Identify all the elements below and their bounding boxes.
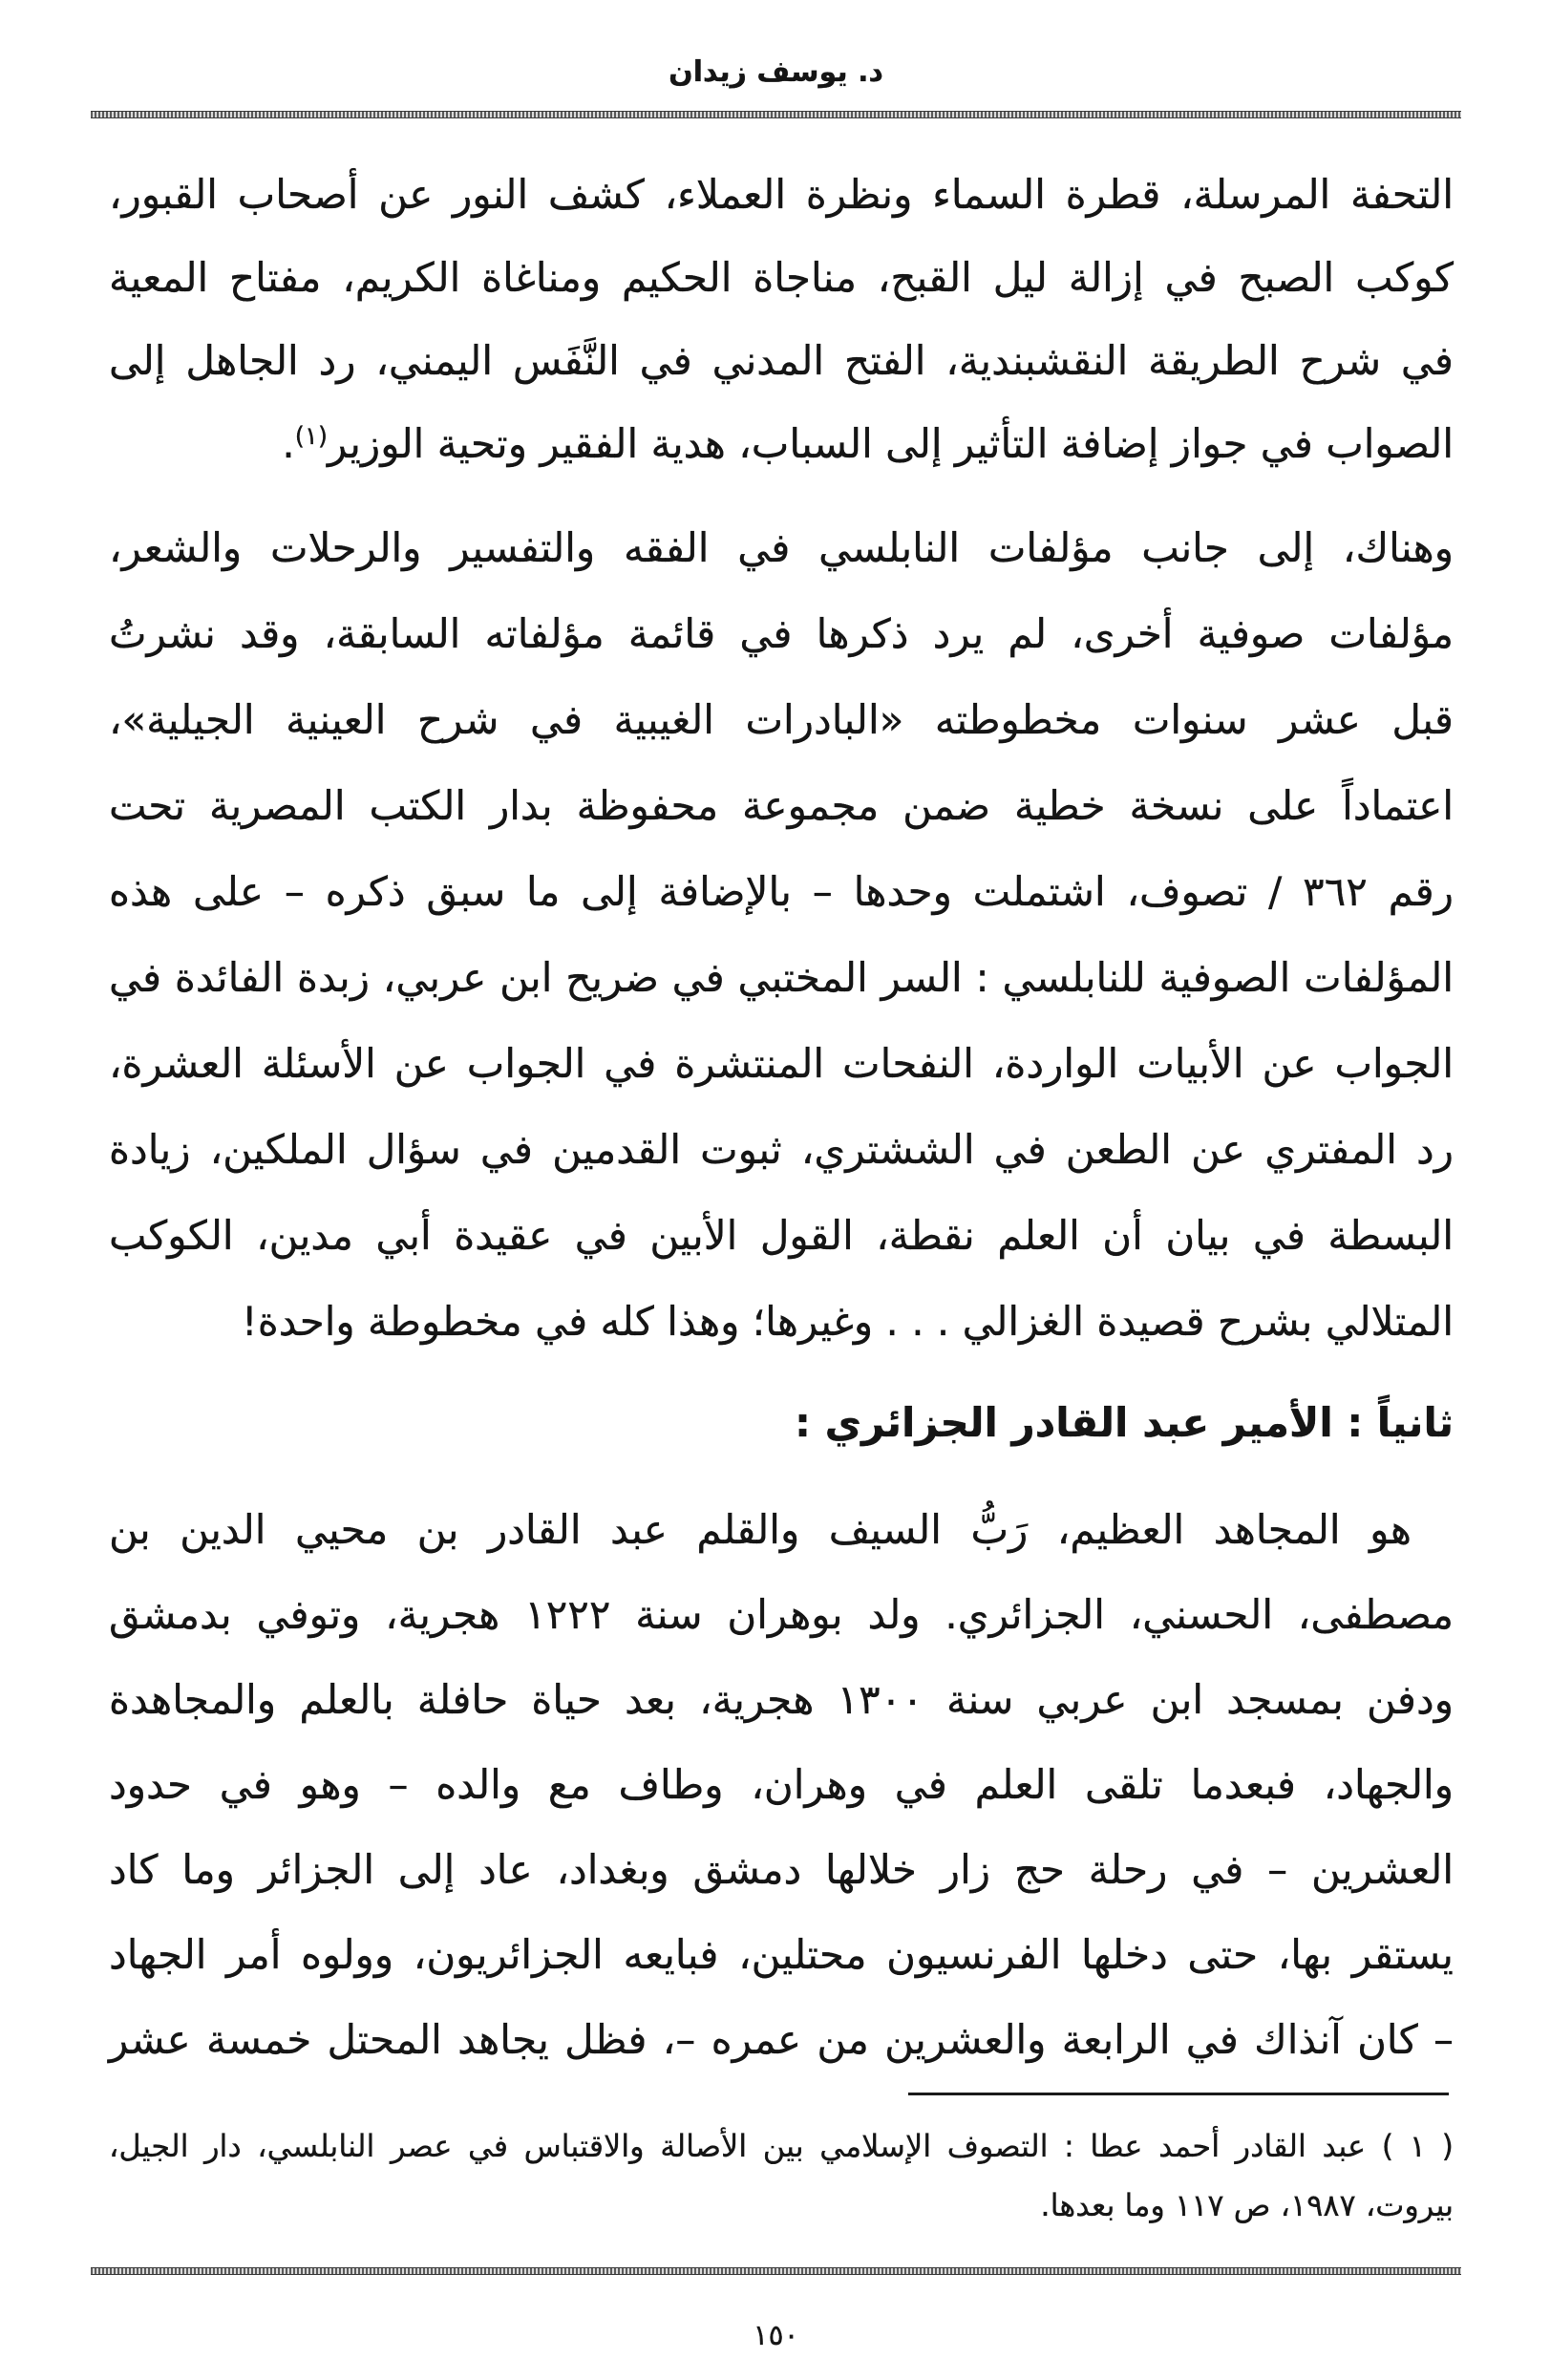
body-text-line: رد المفتري عن الطعن في الششتري، ثبوت القدمين في سؤال الملكين، زيادة	[109, 1126, 1454, 1173]
body-text-line: ودفن بمسجد ابن عربي سنة ١٣٠٠ هجرية، بعد حياة حافلة بالعلم والمجاهدة	[109, 1676, 1454, 1723]
body-text-line: اعتماداً على نسخة خطية ضمن مجموعة محفوظة بدار الكتب المصرية تحت	[109, 782, 1454, 829]
body-text-line: كوكب الصبح في إزالة ليل القبح، مناجاة الحكيم ومناغاة الكريم، مفتاح المعية	[109, 254, 1454, 301]
footnotes	[109, 2116, 1454, 2235]
body-text-line: مؤلفات صوفية أخرى، لم يرد ذكرها في قائمة مؤلفاته السابقة، وقد نشرتُ	[109, 610, 1454, 657]
body-text-line: والجهاد، فبعدما تلقى العلم في وهران، وطاف مع والده – وهو في حدود	[109, 1761, 1454, 1808]
paragraph-1	[109, 153, 1454, 485]
body-text-line: وهناك، إلى جانب مؤلفات النابلسي في الفقه والتفسير والرحلات والشعر،	[109, 524, 1454, 571]
body-text-line: المتلالي بشرح قصيدة الغزالي . . . وغيرها؛ وهذا كله في مخطوطة واحدة!	[241, 1298, 1454, 1345]
body-text-line: – كان آنذاك في الرابعة والعشرين من عمره –، فظل يجاهد المحتل خمسة عشر	[109, 2016, 1454, 2063]
body-text-line: في شرح الطريقة النقشبندية، الفتح المدني في النَّفَس اليمني، رد الجاهل إلى	[109, 337, 1454, 384]
body-text-line: البسطة في بيان أن العلم نقطة، القول الأبين في عقيدة أبي مدين، الكوكب	[109, 1212, 1454, 1259]
paragraph-3	[109, 1487, 1454, 2082]
footnote-marker: ( ١ )	[1381, 2128, 1454, 2164]
body-text-line: التحفة المرسلة، قطرة السماء ونظرة العملاء، كشف النور عن أصحاب القبور،	[109, 171, 1454, 218]
footnote-separator	[908, 2093, 1449, 2095]
section-heading-block	[109, 1380, 1454, 1466]
footnote-text: عبد القادر أحمد عطا : التصوف الإسلامي بين الأصالة والاقتباس في عصر النابلسي، دار الجيل،	[109, 2128, 1367, 2164]
page-number: ١٥٠	[753, 2319, 799, 2352]
running-head-author: د. يوسف زيدان	[669, 55, 883, 89]
body-text-line	[109, 402, 1454, 485]
body-text-line: هو المجاهد العظيم، رَبُّ السيف والقلم عبد القادر بن محيي الدين بن	[109, 1506, 1412, 1553]
paragraph-2	[109, 505, 1454, 1365]
body-text-line: العشرين – في رحلة حج زار خلالها دمشق وبغداد، عاد إلى الجزائر وما كاد	[109, 1846, 1454, 1893]
top-rule	[91, 111, 1461, 118]
body-text-line: يستقر بها، حتى دخلها الفرنسيون محتلين، فبايعه الجزائريون، وولوه أمر الجهاد	[109, 1931, 1454, 1978]
body-text-line: قبل عشر سنوات مخطوطته «البادرات الغيبية في شرح العينية الجيلية»،	[109, 696, 1454, 743]
line-text: الصواب في جواز إضافة التأثير إلى السباب، هدية الفقير وتحية الوزير	[328, 420, 1454, 467]
footnote-line	[109, 2116, 1454, 2176]
body-text-line: الجواب عن الأبيات الواردة، النفحات المنتشرة في الجواب عن الأسئلة العشرة،	[109, 1040, 1454, 1087]
section-heading: ثانياً : الأمير عبد القادر الجزائري :	[795, 1399, 1454, 1446]
body-text-line: مصطفى، الحسني، الجزائري. ولد بوهران سنة ١٢٢٢ هجرية، وتوفي بدمشق	[109, 1591, 1454, 1638]
line-punctuation: .	[282, 420, 295, 467]
footnote-reference: (١)	[294, 421, 329, 451]
body-text-line: رقم ٣٦٢ / تصوف، اشتملت وحدها – بالإضافة إلى ما سبق ذكره – على هذه	[109, 868, 1454, 915]
body-text-line: المؤلفات الصوفية للنابلسي : السر المختبي في ضريح ابن عربي، زبدة الفائدة في	[109, 954, 1454, 1001]
bottom-rule	[91, 2267, 1461, 2275]
footnote-line: بيروت، ١٩٨٧، ص ١١٧ وما بعدها.	[1040, 2187, 1454, 2223]
